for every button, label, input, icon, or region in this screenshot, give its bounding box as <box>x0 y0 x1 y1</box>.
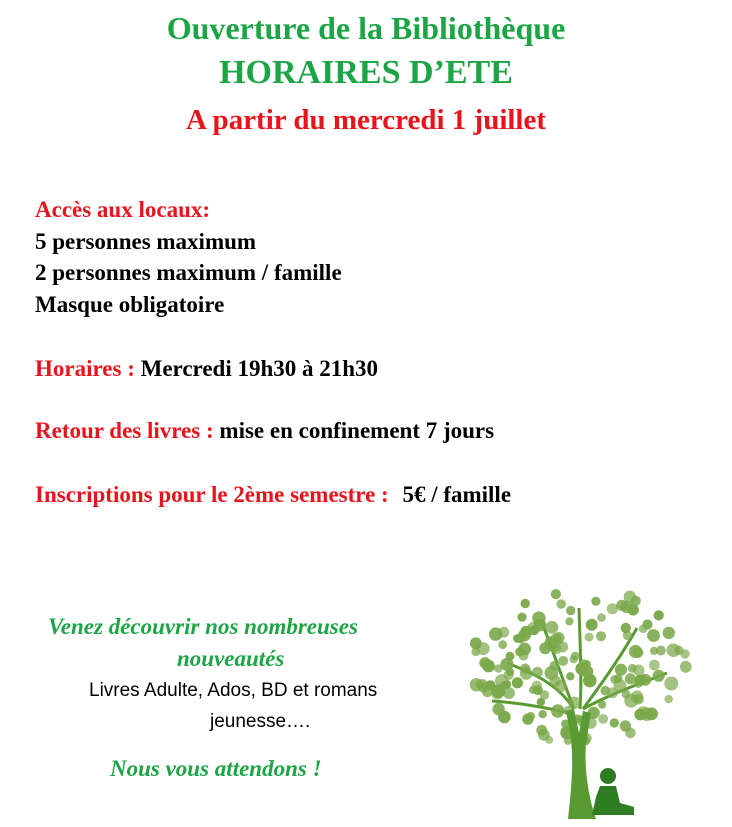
leaf <box>489 627 502 640</box>
books-line-1: Livres Adulte, Ados, BD et romans <box>89 680 378 701</box>
access-line-3: Masque obligatoire <box>35 292 225 317</box>
leaf <box>517 613 526 622</box>
leaf <box>625 673 636 684</box>
leaf <box>521 599 530 608</box>
leaf <box>554 680 566 692</box>
leaf <box>540 690 549 699</box>
leaf <box>558 656 568 666</box>
hours-row <box>35 356 378 382</box>
registration-value: / famille <box>431 482 512 507</box>
leaf <box>647 629 660 642</box>
leaf <box>598 714 608 724</box>
page-title: Ouverture de la Bibliothèque <box>166 10 566 46</box>
returns-row <box>35 418 494 444</box>
leaf <box>546 621 559 634</box>
leaf <box>620 720 631 731</box>
returns-label: Retour des livres : <box>35 418 214 443</box>
registration-price: 5€ <box>402 482 426 507</box>
leaf <box>536 725 547 736</box>
leaf <box>566 606 575 615</box>
leaf <box>649 660 660 671</box>
leaf <box>601 686 611 696</box>
leaf <box>607 603 618 614</box>
leaf <box>512 677 523 688</box>
leaf <box>680 661 692 673</box>
leaf <box>539 710 547 718</box>
leaf <box>634 709 646 721</box>
access-label: Accès aux locaux: <box>35 197 211 222</box>
leaf <box>527 622 540 635</box>
leaf <box>635 675 645 685</box>
leaf <box>585 633 594 642</box>
leaf <box>551 704 564 717</box>
leaf <box>653 670 665 682</box>
access-line-2: 2 personnes maximum / famille <box>35 260 342 285</box>
leaf <box>504 670 514 680</box>
leaf <box>500 658 513 671</box>
leaf <box>586 619 598 631</box>
leaf <box>596 631 606 641</box>
leaf <box>520 667 533 680</box>
leaf <box>491 687 504 700</box>
leaf <box>614 679 627 692</box>
hours-label: Horaires : <box>35 356 135 381</box>
tree-foliage <box>470 589 692 746</box>
leaf <box>680 649 690 659</box>
leaf <box>598 701 606 709</box>
leaf <box>471 647 480 656</box>
page-subtitle: HORAIRES D’ETE <box>219 54 513 91</box>
leaf <box>628 664 637 673</box>
tree-branch <box>579 608 581 709</box>
returns-value: mise en confinement 7 jours <box>219 418 495 443</box>
leaf <box>571 652 580 661</box>
leaf <box>564 737 572 745</box>
leaf <box>532 667 543 678</box>
leaf <box>665 695 673 703</box>
leaf <box>513 634 522 643</box>
leaf <box>664 677 678 691</box>
leaf <box>642 619 652 629</box>
registration-label: Inscriptions pour le 2ème semestre : <box>35 482 389 507</box>
leaf <box>522 713 533 724</box>
leaf <box>478 682 489 693</box>
leaf <box>518 643 531 656</box>
leaf <box>621 623 631 633</box>
leaf <box>631 690 644 703</box>
registration-row <box>35 482 511 508</box>
reader-silhouette <box>592 768 634 815</box>
leaf <box>492 703 504 715</box>
leaf <box>565 617 573 625</box>
leaf <box>621 601 633 613</box>
start-date: A partir du mercredi 1 juillet <box>185 104 547 136</box>
leaf <box>645 708 658 721</box>
leaf <box>656 646 666 656</box>
leaf <box>654 610 664 620</box>
leaf <box>610 718 619 727</box>
leaf <box>556 599 566 609</box>
access-line-1: 5 personnes maximum <box>35 229 257 254</box>
leaf <box>545 736 553 744</box>
promo-line-1: Venez découvrir nos nombreuses <box>48 614 358 639</box>
leaf <box>629 645 642 658</box>
tree-reader-icon <box>462 583 702 819</box>
books-line-2: jeunesse…. <box>210 711 311 732</box>
leaf <box>566 672 574 680</box>
leaf <box>631 596 641 606</box>
closing-text: Nous vous attendons ! <box>110 756 322 781</box>
leaf <box>582 660 591 669</box>
leaf <box>551 589 561 599</box>
leaf <box>663 627 675 639</box>
leaf <box>615 664 627 676</box>
leaf <box>597 613 606 622</box>
hours-value: Mercredi 19h30 à 21h30 <box>140 356 379 381</box>
leaf <box>479 657 490 668</box>
promo-line-2: nouveautés <box>177 646 285 671</box>
leaf <box>545 636 558 649</box>
leaf <box>498 640 507 649</box>
leaf <box>591 597 600 606</box>
